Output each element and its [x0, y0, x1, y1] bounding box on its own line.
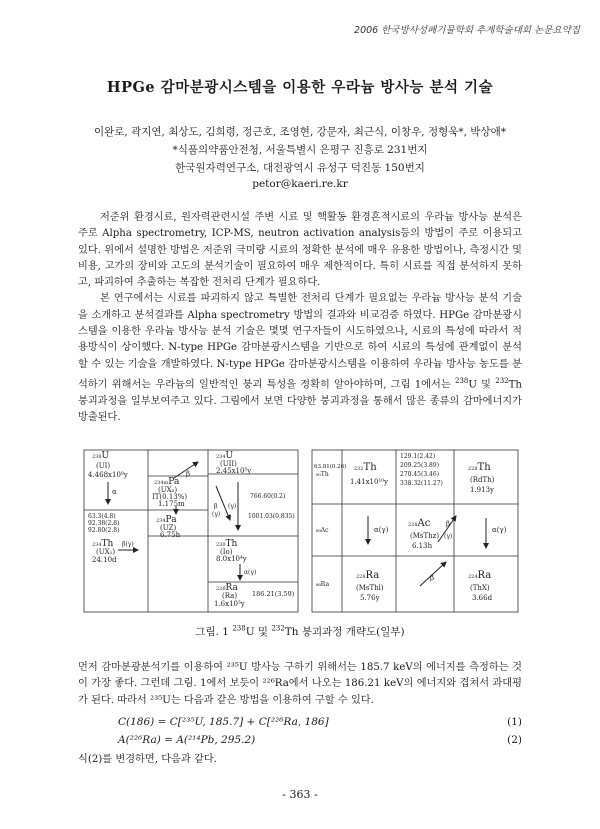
- decay-scheme-svg: [78, 446, 522, 616]
- conference-header: 2006 한국방사성폐기물학회 추계학술대회 논문요약집: [354, 25, 580, 36]
- th232-pre: 63.81(0.26): [314, 464, 347, 470]
- equation-2: A(²²⁶Ra) = A(²¹⁴Pb, 295.2): [118, 734, 256, 746]
- u234-label: 234U: [216, 451, 234, 461]
- ac228-half: 6.13h: [412, 542, 433, 550]
- pa234m-sub: (UX₂): [158, 486, 178, 494]
- pa-gamma-2: 1001.03(0.835): [248, 513, 295, 520]
- row-label-ra: ₈₈Ra: [316, 581, 330, 588]
- equation-1: C(186) = C[²³⁵U, 185.7] + C[²²⁶Ra, 186]: [118, 716, 329, 728]
- ra226-sub: (Ra): [222, 592, 238, 600]
- affiliation-1: *식품의약품안전청, 서울특별시 은평구 진흥로 231번지: [172, 144, 428, 156]
- th232-half: 1.41x10¹⁰y: [350, 478, 389, 486]
- u238-label: 238U: [92, 451, 110, 461]
- paper-title: HPGe 감마분광시스템을 이용한 우라늄 방사능 분석 기술: [106, 79, 494, 96]
- th234-half: 24.10d: [92, 556, 117, 564]
- ra224-label: 224Ra: [468, 570, 492, 581]
- u238-sub: (UI): [96, 462, 111, 470]
- ra228-half: 5.76y: [360, 594, 380, 602]
- th234-gamma-3: 92.80(2.8): [88, 527, 120, 534]
- decay-scheme-figure: [78, 446, 522, 616]
- row-label-ac: ₈₉Ac: [316, 527, 329, 534]
- th232-alpha-label: α(γ): [374, 526, 389, 534]
- beta-gamma-label: β: [214, 503, 218, 510]
- ac-gamma-2: 209.25(3.89): [400, 462, 440, 469]
- beta-gamma-label-2: (γ): [212, 511, 221, 518]
- th228-alpha-label: α(γ): [492, 526, 507, 534]
- beta-label-1: β: [186, 470, 191, 478]
- ac-gamma-3: 270.45(3.46): [400, 471, 440, 478]
- ac228-sub: (MsThz): [410, 532, 440, 540]
- th234-sub: (UX₁): [96, 548, 116, 556]
- pa234m-extra: IT(0.13%): [152, 493, 188, 501]
- abstract-body: [78, 210, 522, 426]
- u234-half: 2.45x10⁵y: [216, 467, 252, 475]
- th234-gamma-2: 92.38(2.8): [88, 520, 120, 527]
- affiliation-2: 한국원자력연구소, 대전광역시 유성구 덕진동 150번지: [175, 162, 425, 174]
- after-equation-text: 식(2)를 변경하면, 다음과 같다.: [78, 754, 217, 765]
- th228-half: 1.913y: [470, 486, 494, 494]
- row-label-th: ₉₀Th: [316, 471, 329, 478]
- th234-gamma-1: 63.3(4.8): [88, 513, 116, 520]
- th232-label: 232Th: [354, 462, 377, 473]
- pa234-label: 234Pa: [156, 515, 177, 525]
- th230-label: 230Th: [216, 539, 238, 549]
- pa234-sub: (UZ): [160, 524, 177, 532]
- ac228-beta-label: β: [446, 520, 451, 528]
- paragraph-1: 저준위 환경시료, 원자력관련시설 주변 시료 및 핵활동 환경흔적시료의 우라늄 방사능 분석은 주로 Alpha spectrometry, ICP-MS, neutron activation analysis등의 방법이 주로 이용되고 있다. 위에서 설명한 방법은 저준위 극미량 시료의 정확한 분석에 매우 유용한 방법이나, 측정시간 및 비용, 고가의 장비와 고도의 분석기술이 필요하여 매우 제한적이다. 특히 시료를 직접 분석하지 못하고, 파괴하여 추출하는 복잡한 전처리 단계가 필요하다.: [78, 212, 522, 289]
- ra228-beta-label: β: [430, 574, 435, 582]
- ra228-label: 228Ra: [356, 570, 380, 581]
- alpha-gamma-label: (γ): [228, 503, 237, 510]
- ac-gamma-4: 338.32(11.27): [400, 480, 443, 487]
- pa234m-half: 1.175m: [158, 500, 185, 508]
- ra226-half: 1.6x10³y: [214, 600, 245, 608]
- th230-sub: (Io): [220, 548, 233, 556]
- paragraph-2: 본 연구에서는 시료를 파괴하지 않고 특별한 전처리 단계가 필요없는 우라늄 방사능 분석 기술을 소개하고 분석결과를 Alpha spectrometry 방법의 결과와 비교검증 하였다. HPGe 감마분광시스템을 이용한 우라늄 방사능 분석 기술은 몇몇 연구자들이 시도하였으나, 시료의 특성에 따라서 적용방식이 상이했다. N-type HPGe 감마분광시스템을 기반으로 하여 시료의 특성에 관계없이 분석할 수 있는 기술을 개발하였다. N-type HPGe 감마분광시스템을 이용하여 우라늄 방사능 농도를 분석하기 위해서는 우라늄의 일반적인 붕괴 특성을 정확히 알아야하며, 그림 1에서는 $^{238}$U 및 $^{232}$Th 붕괴과정을 일부보여주고 있다. 그림에서 보면 다양한 붕괴과정을 통해서 많은 종류의 감마에너지가 방출된다.: [78, 293, 522, 423]
- u238-half: 4.468x10⁹y: [88, 471, 128, 479]
- email: petor@kaeri.re.kr: [252, 178, 348, 190]
- alpha-gamma-label-2: α(γ): [244, 569, 257, 576]
- pa234-half: 6.75h: [160, 531, 181, 539]
- alpha-label-1: α: [112, 488, 117, 496]
- ra224-sub: (ThX): [470, 584, 490, 592]
- figure-caption: 그림. 1 $^{238}$U 및 $^{232}$Th 붕괴과정 개략도(일부): [195, 624, 405, 638]
- ac228-gamma-label: (γ): [444, 533, 453, 540]
- beta-gamma-label-3: β(γ): [122, 541, 134, 548]
- ra224-half: 3.66d: [472, 594, 493, 602]
- pa234m-label: 234mPa: [154, 477, 180, 487]
- th230-half: 8.0x10⁴y: [216, 555, 247, 563]
- author-list: 이완로, 곽지연, 최상도, 김희령, 정근호, 조영현, 강문자, 최근식, 이창우, 정형욱*, 박상애*: [94, 126, 506, 138]
- u234-sub: (UII): [220, 460, 237, 468]
- ac-gamma-1: 129.1(2.42): [400, 453, 436, 460]
- ra-gamma: 186.21(3.59): [252, 590, 295, 598]
- ac228-label: 228Ac: [408, 518, 431, 529]
- body-text-2: 먼저 감마분광분석기를 이용하여 ²³⁵U 방사능 구하기 위해서는 185.7 keV의 에너지를 측정하는 것이 가장 좋다. 그런데 그림. 1에서 보듯이 ²²⁶Ra에서 나오는 186.21 keV의 에너지와 겹쳐서 과대평가 된다. 따라서 ²³⁵U는 다음과 같은 방법을 이용하여 구할 수 있다.: [78, 662, 522, 706]
- ra228-sub: (MsThl): [356, 584, 384, 592]
- page-number: - 363 -: [282, 788, 318, 801]
- th228-label: 228Th: [468, 462, 491, 473]
- equation-2-number: (2): [507, 734, 522, 746]
- equation-1-number: (1): [507, 716, 522, 728]
- pa-gamma-1: 766.60(0.2): [250, 493, 286, 500]
- th234-label: 234Th: [92, 539, 114, 549]
- ra226-label: 226Ra: [216, 583, 238, 593]
- th228-sub: (RdTh): [470, 476, 495, 484]
